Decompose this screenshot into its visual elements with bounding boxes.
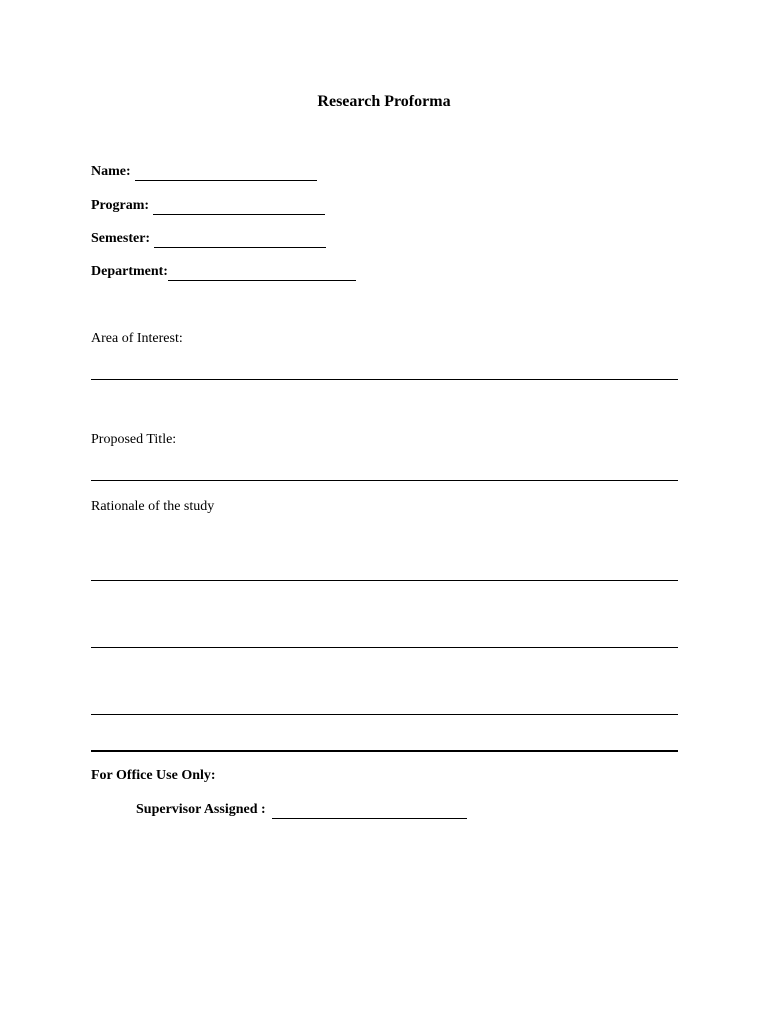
office-use-heading: For Office Use Only:	[91, 768, 216, 783]
semester-label: Semester:	[91, 231, 151, 246]
semester-blank-line[interactable]	[154, 233, 326, 248]
supervisor-field[interactable]	[136, 802, 467, 818]
program-label: Program:	[91, 198, 150, 213]
area-of-interest-line[interactable]	[91, 379, 678, 380]
page-title: Research Proforma	[317, 93, 451, 110]
name-blank-line[interactable]	[135, 166, 317, 181]
name-label: Name:	[91, 164, 131, 179]
rationale-line-3[interactable]	[91, 714, 678, 715]
department-blank-line[interactable]	[168, 266, 356, 281]
proposed-title-label: Proposed Title:	[91, 432, 177, 447]
section-divider	[91, 750, 678, 752]
program-field[interactable]	[91, 198, 325, 214]
rationale-line-2[interactable]	[91, 647, 678, 648]
department-field[interactable]	[91, 264, 356, 280]
department-label: Department:	[91, 264, 168, 279]
supervisor-label: Supervisor Assigned :	[136, 802, 266, 817]
rationale-line-1[interactable]	[91, 580, 678, 581]
program-blank-line[interactable]	[153, 200, 325, 215]
rationale-label: Rationale of the study	[91, 499, 215, 514]
name-field[interactable]	[91, 164, 317, 180]
semester-field[interactable]	[91, 231, 326, 247]
area-of-interest-label: Area of Interest:	[91, 331, 183, 346]
supervisor-blank-line[interactable]	[272, 804, 467, 819]
proposed-title-line[interactable]	[91, 480, 678, 481]
